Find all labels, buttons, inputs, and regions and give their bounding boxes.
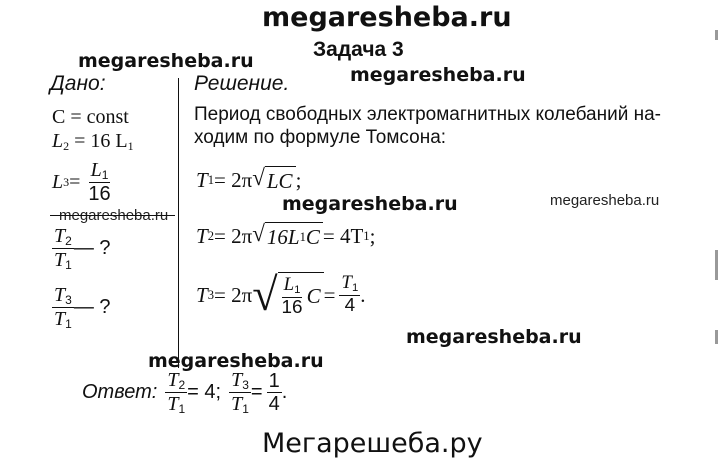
f1-eq: = 2π (213, 167, 253, 192)
solution-label: Решение. (194, 72, 290, 95)
formula-t1 (196, 166, 301, 194)
f3-lhs: T (196, 282, 208, 307)
watermark-top: megaresheba.ru (262, 2, 512, 33)
f3-eq2: = (323, 282, 336, 307)
f1-radicand: LC (265, 166, 296, 194)
a1-val: = 4; (187, 381, 222, 403)
a2-num: T (231, 369, 243, 391)
f2-lhs: T (196, 223, 208, 248)
watermark-bottom-cyrillic: Мегарешеба.ру (262, 428, 483, 459)
find2-den: T (54, 308, 66, 330)
f3-res-den: 4 (344, 295, 356, 317)
given-label: Дано: (50, 72, 106, 95)
sqrt-icon: √ (252, 164, 265, 190)
given-l3-eq: = (69, 170, 81, 193)
a2-eq: = (250, 381, 263, 403)
given-l2-mid: = 16 L (69, 130, 128, 152)
watermark-given: megaresheba.ru (78, 50, 254, 72)
f1-lhs: T (196, 167, 208, 192)
f3-tail: . (360, 282, 366, 307)
f3-inner-fraction (280, 273, 305, 318)
f3-frac-num-sub: 1 (294, 283, 301, 296)
f1-lhs-sub: 1 (207, 172, 214, 187)
a2-den: T (231, 393, 243, 415)
solution-text-line1: Период свободных электромагнитных колебаний на- (194, 104, 662, 125)
given-l3-fraction (86, 160, 112, 204)
given-line-c: C = const (52, 106, 129, 128)
sqrt-icon: √ (252, 269, 278, 320)
f3-rad-post: C (306, 284, 321, 309)
a2-val-den: 4 (268, 393, 280, 415)
f2-tail: ; (369, 223, 376, 248)
f1-tail: ; (295, 167, 302, 192)
a1-num: T (167, 369, 179, 391)
answer-row (82, 370, 287, 415)
answer2-fraction (229, 370, 251, 415)
find-t2-t1 (52, 226, 111, 271)
given-l3-den: 16 (88, 183, 111, 205)
f3-frac-den: 16 (281, 296, 303, 318)
find-t2-t1-fraction (52, 226, 74, 271)
formula-t2 (196, 222, 375, 250)
given-l3-num: L (90, 159, 102, 181)
f3-eq: = 2π (213, 282, 253, 307)
solution-text-line2: ходим по формуле Томсона: (194, 127, 447, 148)
watermark-solution: megaresheba.ru (350, 64, 526, 86)
f2-radicand (265, 222, 323, 250)
find2-num: T (54, 284, 66, 306)
answer-label: Ответ: (82, 381, 158, 403)
a1-num-sub: 2 (178, 378, 186, 392)
given-l3-num-sub: 1 (101, 168, 109, 182)
find2-tail: — ? (73, 296, 111, 318)
a1-den-sub: 1 (178, 402, 186, 416)
scan-edge-mark (715, 250, 718, 280)
given-line-l2 (52, 130, 134, 154)
f3-result-fraction (339, 274, 360, 316)
given-l3-sub: 3 (63, 174, 70, 189)
find2-den-sub: 1 (65, 317, 72, 331)
watermark-right-small: megaresheba.ru (550, 192, 660, 209)
f2-sqrt (252, 222, 323, 250)
given-l2-symbol: L (52, 130, 64, 152)
find1-num: T (54, 225, 66, 247)
find-t3-t1 (52, 285, 111, 330)
a2-tail: . (281, 381, 288, 403)
watermark-answer: megaresheba.ru (148, 350, 324, 372)
watermark-formula1: megaresheba.ru (282, 193, 458, 215)
find1-den-sub: 1 (65, 258, 72, 272)
a2-val-num: 1 (268, 370, 280, 392)
f2-lhs-sub: 2 (207, 228, 214, 243)
f3-res-num-sub: 1 (351, 281, 359, 294)
given-l3-symbol: L (52, 170, 64, 193)
given-l2-sub: 2 (63, 139, 70, 153)
find1-num-sub: 2 (65, 234, 72, 248)
f2-rad-post: C (305, 225, 320, 249)
given-line-l3 (52, 160, 113, 204)
watermark-divider: megaresheba.ru (59, 207, 169, 224)
scan-edge-mark (715, 30, 718, 40)
f2-rhs-sub: 1 (363, 228, 370, 243)
f1-sqrt (252, 166, 295, 194)
a1-den: T (167, 393, 179, 415)
watermark-formula3-right: megaresheba.ru (406, 326, 582, 348)
column-divider (178, 78, 179, 368)
find1-den: T (54, 249, 66, 271)
formula-t3 (196, 269, 366, 320)
f3-frac-num: L (283, 273, 295, 295)
a2-num-sub: 3 (242, 378, 249, 392)
find1-tail: — ? (73, 237, 111, 259)
sqrt-icon: √ (252, 220, 265, 246)
f3-radicand (278, 272, 324, 318)
f3-res-num: T (341, 272, 352, 294)
f2-rad-pre: 16L (266, 225, 300, 249)
f2-eq: = 2π (213, 223, 253, 248)
a2-den-sub: 1 (242, 402, 249, 416)
scan-edge-mark (715, 330, 718, 344)
answer2-value-fraction (267, 371, 282, 414)
f3-lhs-sub: 3 (207, 287, 214, 302)
given-divider-line (50, 215, 175, 216)
f3-sqrt (252, 269, 323, 320)
find-t3-t1-fraction (52, 285, 74, 330)
f2-rhs: = 4T (322, 223, 364, 248)
f2-rad-sub: 1 (299, 230, 306, 244)
answer1-fraction (165, 370, 187, 415)
task-title: Задача 3 (313, 38, 404, 61)
find2-num-sub: 3 (65, 293, 72, 307)
given-l2-sub2: 1 (127, 139, 134, 153)
